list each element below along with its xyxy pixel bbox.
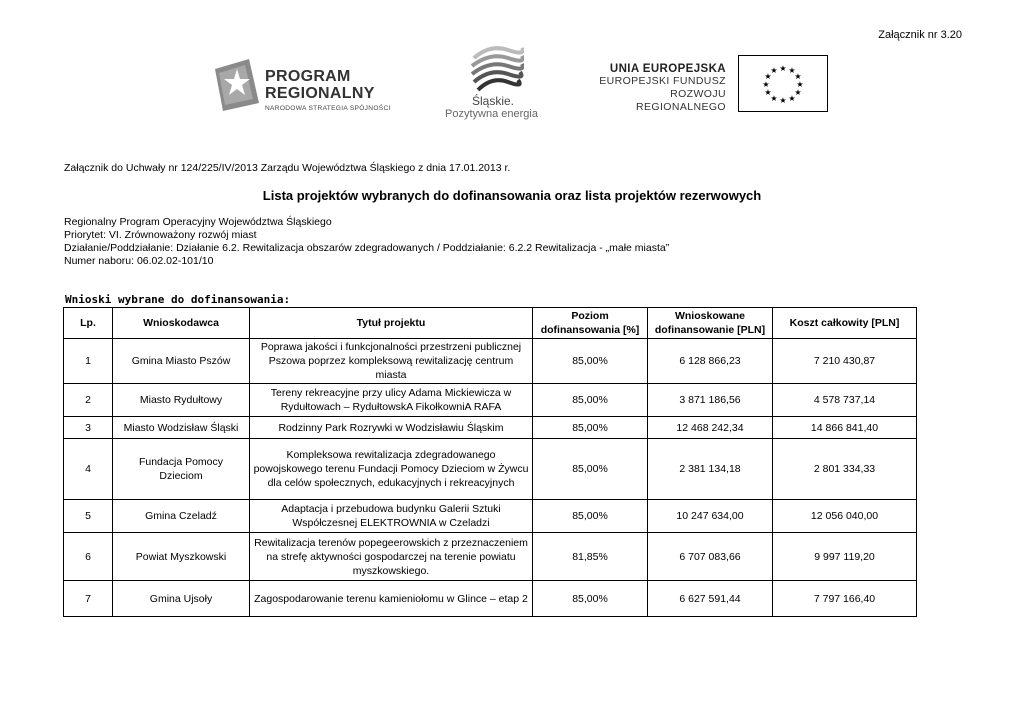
slaskie-line2: Pozytywna energia xyxy=(445,108,538,120)
table-row xyxy=(64,533,917,581)
cell-title: Rewitalizacja terenów popegeerowskich z przeznaczeniem na strefę aktywności gospodarczej na terenie powiatu myszkowskiego. xyxy=(250,533,533,581)
program-regionalny-logo xyxy=(215,55,415,113)
cell-lp: 2 xyxy=(64,384,113,417)
cell-applicant: Powiat Myszkowski xyxy=(113,533,250,581)
cell-level: 85,00% xyxy=(533,339,648,384)
cell-requested: 10 247 634,00 xyxy=(648,500,773,533)
eu-line3: ROZWOJU REGIONALNEGO xyxy=(636,88,726,113)
program-star-icon xyxy=(215,55,259,111)
svg-text:★: ★ xyxy=(796,80,804,89)
cell-total: 7 210 430,87 xyxy=(773,339,917,384)
slaskie-line1: Śląskie. xyxy=(472,94,515,108)
slaskie-waves-icon xyxy=(468,44,524,94)
projects-table xyxy=(63,307,917,617)
svg-text:★: ★ xyxy=(788,66,796,75)
svg-text:★: ★ xyxy=(770,94,778,103)
cell-applicant: Gmina Czeladź xyxy=(113,500,250,533)
header-total: Koszt całkowity [PLN] xyxy=(773,308,917,339)
header-applicant: Wnioskodawca xyxy=(113,308,250,339)
program-line3: NARODOWA STRATEGIA SPÓJNOŚCI xyxy=(265,105,391,112)
cell-applicant: Fundacja Pomocy Dzieciom xyxy=(113,439,250,500)
cell-title: Kompleksowa rewitalizacja zdegradowanego powojskowego terenu Fundacji Pomocy Dzieciom w Żywcu dla celów społecznych, edukacyjnych i rekreacyjnych xyxy=(250,439,533,500)
eu-logo xyxy=(578,55,828,113)
cell-lp: 3 xyxy=(64,417,113,439)
cell-level: 85,00% xyxy=(533,384,648,417)
table-row xyxy=(64,339,917,384)
cell-requested: 3 871 186,56 xyxy=(648,384,773,417)
svg-text:★: ★ xyxy=(764,72,772,81)
cell-requested: 12 468 242,34 xyxy=(648,417,773,439)
program-line2: REGIONALNY xyxy=(265,85,375,102)
header-level: Poziom dofinansowania [%] xyxy=(533,308,648,339)
info-program: Regionalny Program Operacyjny Województwa Śląskiego xyxy=(64,216,332,228)
cell-requested: 6 627 591,44 xyxy=(648,581,773,617)
slaskie-logo xyxy=(440,44,550,124)
cell-requested: 2 381 134,18 xyxy=(648,439,773,500)
table-row xyxy=(64,417,917,439)
svg-text:★: ★ xyxy=(779,64,787,73)
cell-total: 9 997 119,20 xyxy=(773,533,917,581)
cell-requested: 6 707 083,66 xyxy=(648,533,773,581)
eu-line1: UNIA EUROPEJSKA xyxy=(609,63,726,75)
cell-title: Tereny rekreacyjne przy ulicy Adama Mickiewicza w Rydułtowach – RydułtowskA FikołkowniA RAFA xyxy=(250,384,533,417)
cell-lp: 5 xyxy=(64,500,113,533)
svg-text:★: ★ xyxy=(788,94,796,103)
cell-total: 12 056 040,00 xyxy=(773,500,917,533)
cell-title: Poprawa jakości i funkcjonalności przestrzeni publicznej Pszowa poprzez kompleksową rewitalizację centrum miasta xyxy=(250,339,533,384)
cell-lp: 1 xyxy=(64,339,113,384)
svg-text:★: ★ xyxy=(762,80,770,89)
header-title: Tytuł projektu xyxy=(250,308,533,339)
table-row xyxy=(64,581,917,617)
resolution-text: Załącznik do Uchwały nr 124/225/IV/2013 Zarządu Województwa Śląskiego z dnia 17.01.2013 r. xyxy=(64,162,511,174)
cell-title: Zagospodarowanie terenu kamieniołomu w Glince – etap 2 xyxy=(250,581,533,617)
cell-lp: 7 xyxy=(64,581,113,617)
table-row xyxy=(64,439,917,500)
cell-title: Adaptacja i przebudowa budynku Galerii Sztuki Współczesnej ELEKTROWNIA w Czeladzi xyxy=(250,500,533,533)
info-call: Numer naboru: 06.02.02-101/10 xyxy=(64,255,214,267)
cell-level: 85,00% xyxy=(533,417,648,439)
cell-level: 85,00% xyxy=(533,581,648,617)
cell-lp: 6 xyxy=(64,533,113,581)
cell-total: 7 797 166,40 xyxy=(773,581,917,617)
cell-applicant: Miasto Rydułtowy xyxy=(113,384,250,417)
cell-total: 4 578 737,14 xyxy=(773,384,917,417)
svg-text:★: ★ xyxy=(794,72,802,81)
cell-applicant: Gmina Ujsoły xyxy=(113,581,250,617)
cell-total: 2 801 334,33 xyxy=(773,439,917,500)
cell-applicant: Miasto Wodzisław Śląski xyxy=(113,417,250,439)
cell-title: Rodzinny Park Rozrywki w Wodzisławiu Śląskim xyxy=(250,417,533,439)
cell-level: 81,85% xyxy=(533,533,648,581)
svg-text:★: ★ xyxy=(770,66,778,75)
svg-text:★: ★ xyxy=(794,88,802,97)
program-line1: PROGRAM xyxy=(265,68,351,85)
header-requested: Wnioskowane dofinansowanie [PLN] xyxy=(648,308,773,339)
svg-text:★: ★ xyxy=(779,96,787,105)
cell-requested: 6 128 866,23 xyxy=(648,339,773,384)
page-title: Lista projektów wybranych do dofinansowania oraz lista projektów rezerwowych xyxy=(262,188,762,203)
info-action: Działanie/Poddziałanie: Działanie 6.2. Rewitalizacja obszarów zdegradowanych / Poddziałanie: 6.2.2 Rewitalizacja - „małe miasta” xyxy=(64,242,670,254)
eu-line2: EUROPEJSKI FUNDUSZ xyxy=(599,75,726,87)
attachment-number: Załącznik nr 3.20 xyxy=(878,29,962,41)
info-priority: Priorytet: VI. Zrównoważony rozwój miast xyxy=(64,229,257,241)
table-row xyxy=(64,384,917,417)
cell-total: 14 866 841,40 xyxy=(773,417,917,439)
table-header-row xyxy=(64,308,917,339)
header-lp: Lp. xyxy=(64,308,113,339)
cell-applicant: Gmina Miasto Pszów xyxy=(113,339,250,384)
eu-flag-icon xyxy=(738,55,828,112)
cell-level: 85,00% xyxy=(533,439,648,500)
section-title: Wnioski wybrane do dofinansowania: xyxy=(65,293,291,306)
cell-lp: 4 xyxy=(64,439,113,500)
program-info xyxy=(64,216,669,268)
svg-text:★: ★ xyxy=(764,88,772,97)
table-row xyxy=(64,500,917,533)
cell-level: 85,00% xyxy=(533,500,648,533)
